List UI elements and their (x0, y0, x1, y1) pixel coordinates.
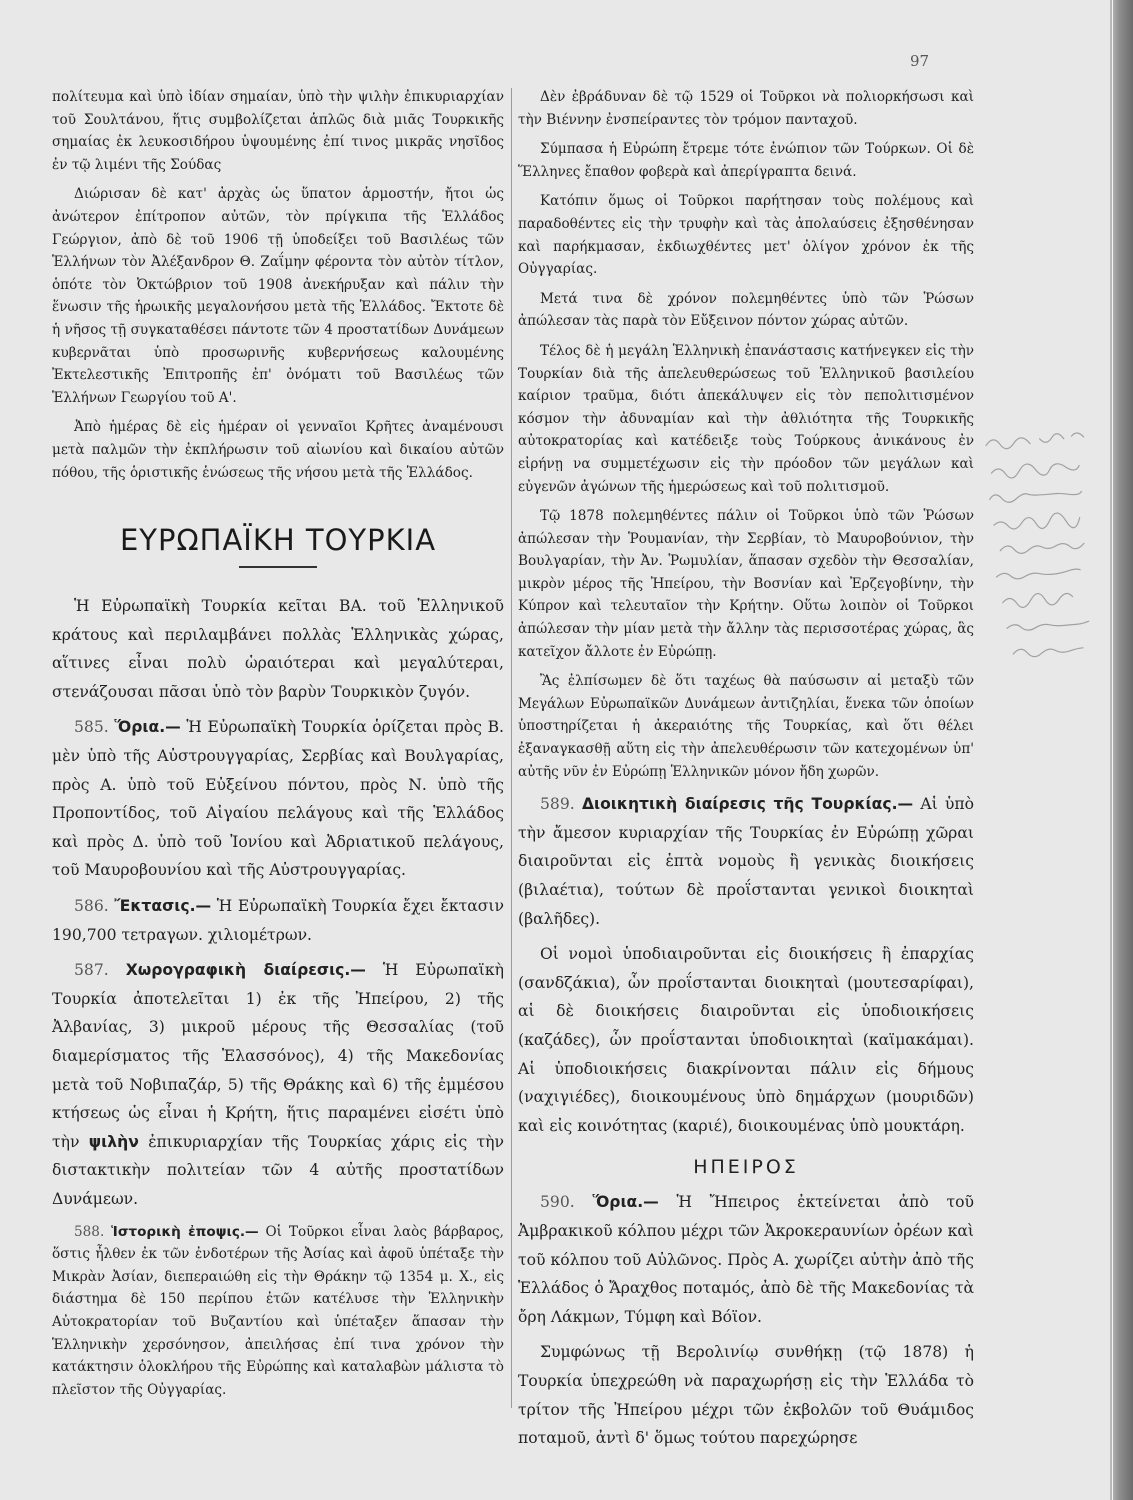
section-title: Ὅρια.— (592, 1193, 659, 1212)
paragraph: Ἀπὸ ἡμέρας δὲ εἰς ἡμέραν οἱ γενναῖοι Κρῆτες ἀναμένουσι μετὰ παλμῶν τὴν ἐκπλήρωσιν τοῦ αἰωνίου καὶ δικαίου αὐτῶν πόθου, τῆς ὁριστικῆς ἑνώσεως τῆς νήσου μετὰ τῆς Ἑλλάδος. (52, 419, 504, 481)
section-number: 587. (74, 961, 109, 980)
section-588 (52, 1221, 504, 1402)
section-587 (52, 956, 504, 1213)
section-text: Αἱ ὑπὸ τὴν ἄμεσον κυριαρχίαν τῆς Τουρκίας ἐν Εὐρώπῃ χῶραι διαιροῦνται εἰς ἑπτὰ νομοὺς ἢ γενικὰς διοικήσεις (βιλαέτια), τούτων δὲ προΐστανται γενικοὶ διοικηταὶ (βαλῆδες). (518, 795, 975, 928)
section-text: Ἡ Εὐρωπαϊκὴ Τουρκία ὁρίζεται πρὸς Β. μὲν ὑπὸ τῆς Αὐστρουγγαρίας, Σερβίας καὶ Βουλγαρίας, πρὸς Α. ὑπὸ τοῦ Εὐξείνου πόντου, πρὸς Ν. ὑπὸ τῆς Προποντίδος, τοῦ Αἰγαίου πελάγους καὶ τῆς Ἑλλάδος καὶ πρὸς Δ. ὑπὸ τοῦ Ἰονίου καὶ Ἀδριατικοῦ πελάγους, τοῦ Μαυροβουνίου καὶ τῆς Αὐστρουγγαρίας. (52, 718, 504, 880)
section-number: 589. (540, 795, 575, 814)
paragraph: Οἱ νομοὶ ὑποδιαιροῦνται εἰς διοικήσεις ἢ ἐπαρχίας (σανδζάκια), ὧν προΐστανται διοικηταὶ (μουτεσαρίφαι), αἱ δὲ διοικήσεις διαιροῦνται εἰς ὑποδιοικήσεις (καζάδες), ὧν προΐστανται ὑποδιοικηταὶ (καϊμακάμαι). Αἱ ὑποδιοικήσεις διακρίνονται πάλιν εἰς δήμους (ναχιγιέδες), διοικουμένους ὑπὸ δημάρχων (μουριδῶν) καὶ εἰς κοινότητας (καριέ), διοικουμένας ὑπὸ μουκτάρη. (518, 945, 974, 1135)
paragraph: Τέλος δὲ ἡ μεγάλη Ἑλληνικὴ ἐπανάστασις κατήνεγκεν εἰς τὴν Τουρκίαν διὰ τῆς ἀπελευθερώσεως τοῦ Ἑλληνικοῦ βασιλείου καίριον τραῦμα, διότι ἀπεκάλυψεν εἰς τὸν πεπολιτισμένον κόσμον τὴν ἀδυναμίαν καὶ τὴν ἀθλιότητα τῆς Τουρκικῆς αὐτοκρατορίας καὶ κατέδειξε τοὺς Τούρκους ἀνικάνους ἐν εἰρήνῃ να συμμετέχωσιν εἰς τὴν πρόοδον τῶν μεγάλων καὶ εὐγενῶν ἀγώνων τῆς ἡμερώσεως καὶ τοῦ πολιτισμοῦ. (518, 342, 974, 495)
right-column (518, 86, 974, 1460)
section-586 (52, 892, 504, 949)
paragraph: Διώρισαν δὲ κατ' ἀρχὰς ὡς ὕπατον ἁρμοστήν, ἤτοι ὡς ἀνώτερον ἐπίτροπον αὐτῶν, τὸν πρίγκιπα τῆς Ἑλλάδος Γεώργιον, ἀπὸ δὲ τοῦ 1906 τῇ ὑποδείξει τοῦ Βασιλέως τῶν Ἑλλήνων τὸν Ἀλέξανδρον Θ. Ζαΐμην φέροντα τὸν αὐτὸν τίτλον, ὁπότε τὸν Ὀκτώβριον τοῦ 1908 ἀνεκήρυξαν καὶ πάλιν τὴν ἕνωσιν τῆς ἡρωικῆς μεγαλονήσου μετὰ τῆς Ἑλλάδος. Ἔκτοτε δὲ ἡ νῆσος τῇ συγκαταθέσει πάντοτε τῶν 4 προστατίδων Δυνάμεων κυβερνᾶται ὑπὸ προσωρινῆς κυβερνήσεως καλουμένης Ἐκτελεστικῆς Ἐπιτροπῆς ἐπ' ὀνόματι τοῦ Βασιλέως τῶν Ἑλλήνων Γεωργίου τοῦ Α'. (52, 186, 504, 406)
paragraph: Τῷ 1878 πολεμηθέντες πάλιν οἱ Τοῦρκοι ὑπὸ τῶν Ῥώσων ἀπώλεσαν τὴν Ῥουμανίαν, τὴν Σερβίαν, τὸ Μαυροβούνιον, τὴν Βουλγαρίαν, τὴν Ἀν. Ῥωμυλίαν, ἅπασαν σχεδὸν τὴν Θεσσαλίαν, μικρὸν μέρος τῆς Ἠπείρου, τὴν Βοσνίαν καὶ Ἐρζεγοβίνην, τὴν Κύπρον καὶ τελευταῖον τὴν Κρήτην. Οὕτω λοιπὸν οἱ Τοῦρκοι ἀπώλεσαν τὴν μίαν μετὰ τὴν ἄλλην τὰς περισσοτέρας χώρας, ἃς κατεῖχον ἄλλοτε ἐν Εὐρώπῃ. (518, 508, 974, 660)
section-text: Ἡ Ἤπειρος ἐκτείνεται ἀπὸ τοῦ Ἀμβρακικοῦ κόλπου μέχρι τῶν Ἀκροκεραυνίων ὀρέων καὶ τοῦ κόλπου τοῦ Αὐλῶνος. Πρὸς Α. χωρίζει αὐτὴν ἀπὸ τῆς Ἑλλάδος ὁ Ἄραχθος ποταμός, ἀπὸ δὲ τῆς Μακεδονίας τὰ ὄρη Λάκμων, Τύμφη καὶ Βόϊον. (518, 1193, 974, 1326)
section-heading: ΗΠΕΙΡΟΣ (693, 1156, 799, 1179)
section-title: Ἱστορικὴ ἐποψις.— (111, 1223, 259, 1240)
page-edge (1110, 0, 1133, 1500)
section-title: Διοικητικὴ διαίρεσις τῆς Τουρκίας.— (581, 795, 914, 814)
section-number: 586. (74, 897, 109, 916)
section-title: Χωρογραφικὴ διαίρεσις.— (125, 961, 366, 980)
paragraph: Κατόπιν ὅμως οἱ Τοῦρκοι παρήτησαν τοὺς πολέμους καὶ παραδοθέντες εἰς τὴν τρυφὴν καὶ τὰς ἀπολαύσεις ἐξησθένησαν καὶ παρήκμασαν, ἐκδιωχθέντες μετ' ὀλίγον χρόνον ἐκ τῆς Οὐγγαρίας. (518, 193, 974, 278)
emphasis-text: ψιλὴν (88, 1132, 139, 1151)
section-text: Ἡ Εὐρωπαϊκὴ Τουρκία ἀποτελεῖται 1) ἐκ τῆς Ἠπείρου, 2) τῆς Ἀλβανίας, 3) μικροῦ μέρους τῆς Θεσσαλίας (τοῦ διαμερίσματος τῆς Ἐλασσόνος), 4) τῆς Μακεδονίας μετὰ τοῦ Νοβιπαζάρ, 5) τῆς Θράκης καὶ 6) τῆς ἐμμέσου κτήσεως ὡς εἶναι ἡ Κρήτη, ἥτις παραμένει εἰσέτι ὑπὸ τὴν (52, 961, 504, 1151)
paragraph: Ἂς ἐλπίσωμεν δὲ ὅτι ταχέως θὰ παύσωσιν αἱ μεταξὺ τῶν Μεγάλων Εὐρωπαϊκῶν Δυνάμεων ἀντιζηλίαι, ἕνεκα τῶν ὁποίων ὑποστηρίζεται ἡ ἀκεραιότης τῆς Τουρκίας, καὶ ὅτι θέλει ἐξαναγκασθῇ αὕτη εἰς τὴν ἀπελευθέρωσιν τῶν κατεχομένων ὑπ' αὐτῆς νῦν ἐν Εὐρώπῃ Ἑλληνικῶν μόνον ἤδη χωρῶν. (518, 673, 974, 780)
heading-rule (239, 566, 317, 568)
section-heading: ΕΥΡΩΠΑΪΚΗ ΤΟΥΡΚΙΑ (119, 523, 437, 558)
paragraph: Σύμπασα ἡ Εὐρώπη ἔτρεμε τότε ἐνώπιον τῶν Τούρκων. Οἱ δὲ Ἕλληνες ἔπαθον φοβερὰ καὶ ἀπερίγραπτα δεινά. (518, 141, 974, 180)
section-number: 585. (74, 718, 109, 737)
page-number: 97 (910, 52, 930, 70)
paragraph: Δὲν ἐβράδυναν δὲ τῷ 1529 οἱ Τοῦρκοι νὰ πολιορκήσωσι καὶ τὴν Βιέννην ἐνσπείραντες τὸν τρόμον πανταχοῦ. (518, 89, 974, 128)
section-590 (518, 1188, 974, 1331)
section-text: Οἱ Τοῦρκοι εἶναι λαὸς βάρβαρος, ὅστις ἦλθεν ἐκ τῶν ἐνδοτέρων τῆς Ἀσίας καὶ ἀφοῦ ὑπέταξε τὴν Μικρὰν Ἀσίαν, διεπεραιώθη εἰς τὴν Θράκην τῷ 1354 μ. Χ., εἰς διάστημα δὲ 150 περίπου ἐτῶν κατέλυσε τὴν Ἑλληνικὴν Αὐτοκρατορίαν τοῦ Βυζαντίου καὶ ὑπέταξεν ἅπασαν τὴν Ἑλληνικὴν χερσόνησον, ἀπειλήσας ἐπί τινα χρόνον τὴν κατάκτησιν ὁλοκλήρου τῆς Εὐρώπης καὶ καταλαβὼν μάλιστα τὸ πλεῖστον τῆς Οὐγγαρίας. (52, 1223, 504, 1398)
section-589 (518, 790, 974, 933)
paragraph: Μετά τινα δὲ χρόνον πολεμηθέντες ὑπὸ τῶν Ῥώσων ἀπώλεσαν τὰς παρὰ τὸν Εὔξεινον πόντον χώρας αὐτῶν. (518, 290, 974, 330)
section-585 (52, 713, 504, 885)
section-text: Ἡ Εὐρωπαϊκὴ Τουρκία ἔχει ἔκτασιν 190,700 τετραγων. χιλιομέτρων. (52, 897, 504, 944)
paragraph: Ἡ Εὐρωπαϊκὴ Τουρκία κεῖται ΒΑ. τοῦ Ἑλληνικοῦ κράτους καὶ περιλαμβάνει πολλὰς Ἑλληνικὰς χώρας, αἵτινες εἶναι πολὺ ὡραιότεραι καὶ μεγαλύτεραι, στενάζουσαι πᾶσαι ὑπὸ τὸν βαρὺν Τουρκικὸν ζυγόν. (52, 597, 504, 701)
section-text: ἐπικυριαρχίαν τῆς Τουρκίας χάρις εἰς τὴν διστακτικὴν πολιτείαν τῶν 4 αὐτῆς προστατίδων Δυνάμεων. (52, 1132, 505, 1208)
section-title: Ἔκτασις.— (114, 897, 212, 916)
section-title: Ὅρια.— (114, 718, 181, 737)
paragraph: πολίτευμα καὶ ὑπὸ ἰδίαν σημαίαν, ὑπὸ τὴν ψιλὴν ἐπικυριαρχίαν τοῦ Σουλτάνου, ἥτις συμβολίζεται ἁπλῶς διὰ μιᾶς Τουρκικῆς σημαίας ἐκ λευκοσιδήρου ὑψουμένης ἐπί τινος μικρᾶς νησῖδος ἐν τῷ λιμένι τῆς Σούδας (52, 89, 504, 173)
left-column (52, 86, 504, 1408)
paragraph: Συμφώνως τῇ Βερολινίῳ συνθήκῃ (τῷ 1878) ἡ Τουρκία ὑπεχρεώθη νὰ παραχωρήσῃ εἰς τὴν Ἑλλάδα τὸ τρίτον τῆς Ἠπείρου μέχρι τῶν ἐκβολῶν τοῦ Θυάμιδος ποταμοῦ, ἀντὶ δ' ὅμως τούτου παρεχώρησε (518, 1343, 974, 1448)
section-number: 590. (540, 1193, 575, 1212)
section-number: 588. (74, 1223, 105, 1240)
column-divider (511, 88, 512, 1408)
